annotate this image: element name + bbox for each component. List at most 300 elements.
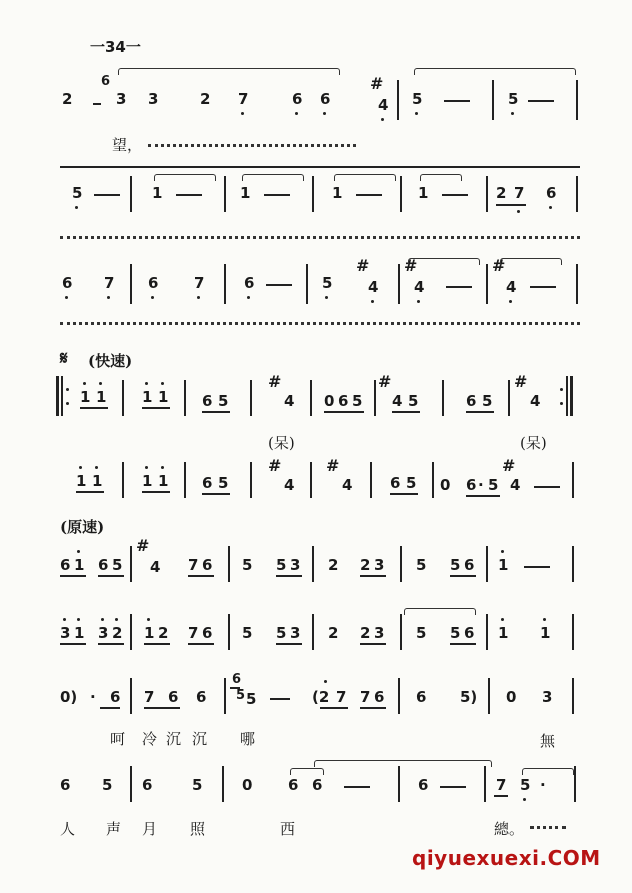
barline bbox=[576, 80, 578, 120]
barline bbox=[574, 766, 576, 802]
tie-arc bbox=[290, 768, 324, 775]
note: 2 bbox=[158, 624, 169, 642]
upper-dot bbox=[145, 382, 148, 385]
note: 1 bbox=[498, 624, 509, 642]
note: 4 bbox=[368, 278, 379, 296]
lyric: 無 bbox=[540, 732, 556, 750]
note: 0) bbox=[60, 688, 78, 706]
barline bbox=[130, 176, 132, 212]
barline bbox=[130, 678, 132, 714]
lower-dot bbox=[415, 112, 418, 115]
note: 6 bbox=[312, 776, 323, 794]
barline bbox=[224, 678, 226, 714]
dot-separator: · bbox=[90, 688, 96, 706]
note: 5 bbox=[236, 688, 246, 703]
sharp-sign: # bbox=[356, 256, 370, 275]
barline bbox=[442, 380, 444, 416]
note: 5 bbox=[488, 476, 499, 494]
lower-dot bbox=[517, 210, 520, 213]
note: 6 bbox=[464, 556, 475, 574]
note: 2 bbox=[496, 184, 507, 202]
tie-arc bbox=[242, 174, 304, 181]
barline bbox=[184, 380, 186, 416]
note: 3 bbox=[374, 556, 385, 574]
hold-dash bbox=[94, 194, 120, 196]
barline bbox=[250, 462, 252, 498]
tie-arc bbox=[334, 174, 396, 181]
melisma-line bbox=[530, 826, 566, 829]
lyric: 月 bbox=[142, 820, 158, 838]
underline bbox=[202, 411, 230, 413]
barline bbox=[310, 380, 312, 416]
sharp-sign: # bbox=[378, 372, 392, 391]
sharp-sign: # bbox=[404, 256, 418, 275]
note: 2 bbox=[200, 90, 211, 108]
note: 1 bbox=[80, 388, 91, 406]
lower-dot bbox=[323, 112, 326, 115]
note: 7 bbox=[104, 274, 115, 292]
note: 6 bbox=[202, 556, 213, 574]
lower-dot bbox=[523, 798, 526, 801]
upper-dot bbox=[145, 466, 148, 469]
barline bbox=[400, 614, 402, 650]
note: 7 bbox=[514, 184, 525, 202]
note: 6 bbox=[202, 392, 213, 410]
lower-dot bbox=[295, 112, 298, 115]
note: 1 bbox=[418, 184, 429, 202]
lyric: 照 bbox=[190, 820, 206, 838]
note: 6 bbox=[196, 688, 207, 706]
upper-dot bbox=[77, 550, 80, 553]
lyric: 哪 bbox=[240, 730, 256, 748]
note: 5 bbox=[412, 90, 423, 108]
barline bbox=[400, 546, 402, 582]
note: 7 bbox=[336, 688, 347, 706]
lyric: 呵 bbox=[110, 730, 126, 748]
hold-dash bbox=[534, 486, 560, 488]
upper-dot bbox=[63, 618, 66, 621]
barline bbox=[130, 614, 132, 650]
hold-dash bbox=[446, 286, 472, 288]
barline bbox=[312, 546, 314, 582]
underline bbox=[450, 575, 476, 577]
note: 5 bbox=[276, 624, 287, 642]
barline bbox=[397, 80, 399, 120]
note: 6 bbox=[232, 672, 242, 687]
underline bbox=[360, 707, 386, 709]
melisma-line bbox=[148, 144, 356, 147]
barline bbox=[374, 380, 376, 416]
note: 7 bbox=[188, 556, 199, 574]
barline bbox=[486, 614, 488, 650]
note: 3 bbox=[290, 556, 301, 574]
upper-dot bbox=[115, 618, 118, 621]
sharp-sign: # bbox=[136, 536, 150, 555]
note: 5 bbox=[416, 624, 427, 642]
barline bbox=[572, 546, 574, 582]
lyric: 沉 bbox=[166, 730, 182, 748]
note: 5 bbox=[450, 556, 461, 574]
note: 0 bbox=[440, 476, 451, 494]
lower-dot bbox=[151, 296, 154, 299]
repeat-barline bbox=[566, 376, 568, 416]
underline bbox=[93, 103, 101, 105]
barline bbox=[224, 264, 226, 304]
barline bbox=[370, 462, 372, 498]
repeat-dot bbox=[560, 402, 563, 405]
note: 5 bbox=[406, 474, 417, 492]
note: 6 bbox=[546, 184, 557, 202]
note: 3 bbox=[374, 624, 385, 642]
note: 1 bbox=[76, 472, 87, 490]
hold-dash bbox=[524, 566, 550, 568]
barline bbox=[228, 546, 230, 582]
note: 5 bbox=[322, 274, 333, 292]
note: 6 bbox=[374, 688, 385, 706]
note: 5 bbox=[508, 90, 519, 108]
note: 4 bbox=[510, 476, 521, 494]
note: 4 bbox=[506, 278, 517, 296]
lower-dot bbox=[325, 296, 328, 299]
upper-dot bbox=[95, 466, 98, 469]
note: 0 bbox=[324, 392, 335, 410]
barline bbox=[222, 766, 224, 802]
repeat-dot bbox=[560, 388, 563, 391]
underline bbox=[76, 491, 104, 493]
tie-arc bbox=[420, 174, 462, 181]
barline bbox=[60, 166, 580, 168]
note: 1 bbox=[92, 472, 103, 490]
note: 5 bbox=[192, 776, 203, 794]
note: 5 bbox=[450, 624, 461, 642]
hold-dash bbox=[444, 100, 470, 102]
melisma-line bbox=[60, 236, 580, 239]
note: 6 bbox=[202, 624, 213, 642]
upper-dot bbox=[324, 680, 327, 683]
underline bbox=[466, 495, 500, 497]
barline bbox=[122, 380, 124, 416]
note: 1 bbox=[158, 388, 169, 406]
note: 4 bbox=[392, 392, 403, 410]
hold-dash bbox=[530, 286, 556, 288]
barline bbox=[312, 614, 314, 650]
lower-dot bbox=[417, 300, 420, 303]
barline bbox=[488, 678, 490, 714]
note: 6 bbox=[292, 90, 303, 108]
note: 1 bbox=[74, 556, 85, 574]
note: 6 bbox=[338, 392, 349, 410]
barline bbox=[486, 264, 488, 304]
barline bbox=[122, 462, 124, 498]
tie-arc bbox=[414, 68, 576, 75]
lower-dot bbox=[381, 118, 384, 121]
lower-dot bbox=[241, 112, 244, 115]
note: 4 bbox=[284, 476, 295, 494]
note: 6 bbox=[60, 556, 71, 574]
note: 5 bbox=[482, 392, 493, 410]
barline bbox=[310, 462, 312, 498]
barline bbox=[572, 614, 574, 650]
repeat-dot bbox=[66, 388, 69, 391]
sharp-sign: # bbox=[502, 456, 516, 475]
lyric-annotation: (呆) bbox=[520, 434, 547, 452]
note: 6 bbox=[110, 688, 121, 706]
lyric: 沉 bbox=[192, 730, 208, 748]
underline bbox=[360, 643, 386, 645]
barline bbox=[432, 462, 434, 498]
barline bbox=[486, 176, 488, 212]
note: 3 bbox=[290, 624, 301, 642]
lyric: 總。 bbox=[494, 820, 525, 838]
underline bbox=[494, 795, 508, 797]
note: 5 bbox=[218, 392, 229, 410]
note: 5 bbox=[72, 184, 83, 202]
note: 6 bbox=[466, 476, 477, 494]
note: 6 bbox=[464, 624, 475, 642]
note: 7 bbox=[144, 688, 155, 706]
note: 7 bbox=[188, 624, 199, 642]
tie-arc bbox=[522, 768, 574, 775]
underline bbox=[98, 643, 124, 645]
lower-dot bbox=[509, 300, 512, 303]
note: 7 bbox=[194, 274, 205, 292]
lyric-annotation: (呆) bbox=[268, 434, 295, 452]
note: 5 bbox=[218, 474, 229, 492]
note: 1 bbox=[74, 624, 85, 642]
underline bbox=[60, 643, 86, 645]
tie-arc bbox=[154, 174, 216, 181]
melisma-line bbox=[60, 322, 580, 325]
barline bbox=[250, 380, 252, 416]
barline bbox=[572, 678, 574, 714]
note: 6 bbox=[244, 274, 255, 292]
lyric: 人 bbox=[60, 820, 76, 838]
hold-dash bbox=[356, 194, 382, 196]
note: 3 bbox=[542, 688, 553, 706]
note: 6 bbox=[288, 776, 299, 794]
underline bbox=[466, 411, 494, 413]
note: 6 bbox=[416, 688, 427, 706]
barline bbox=[130, 766, 132, 802]
underline bbox=[202, 493, 230, 495]
note: 6 bbox=[320, 90, 331, 108]
note: 4 bbox=[284, 392, 295, 410]
note: 6 bbox=[62, 274, 73, 292]
upper-dot bbox=[101, 618, 104, 621]
upper-dot bbox=[161, 466, 164, 469]
hold-dash bbox=[440, 786, 466, 788]
underline bbox=[142, 491, 170, 493]
note: 1 bbox=[142, 388, 153, 406]
note: 4 bbox=[342, 476, 353, 494]
note: 7 bbox=[496, 776, 507, 794]
note: 1 bbox=[96, 388, 107, 406]
note: 6 bbox=[390, 474, 401, 492]
note: 5 bbox=[408, 392, 419, 410]
underline bbox=[60, 575, 86, 577]
note: 1 bbox=[240, 184, 251, 202]
note: 6 bbox=[148, 274, 159, 292]
lower-dot bbox=[371, 300, 374, 303]
hold-dash bbox=[270, 698, 290, 700]
lyric: 望， bbox=[112, 136, 143, 154]
tempo-marking-original: (原速) bbox=[60, 518, 105, 536]
sharp-sign: # bbox=[326, 456, 340, 475]
note: 4 bbox=[414, 278, 425, 296]
note: 5 bbox=[242, 556, 253, 574]
lower-dot bbox=[511, 112, 514, 115]
upper-dot bbox=[161, 382, 164, 385]
lyric: 西 bbox=[280, 820, 296, 838]
hold-dash bbox=[264, 194, 290, 196]
aug-dot: · bbox=[540, 776, 546, 794]
note: 1 bbox=[142, 472, 153, 490]
note: 5) bbox=[460, 688, 478, 706]
note: 6 bbox=[60, 776, 71, 794]
hold-dash bbox=[176, 194, 202, 196]
note: 2 bbox=[360, 624, 371, 642]
upper-dot bbox=[543, 618, 546, 621]
tie-arc bbox=[314, 760, 492, 767]
barline bbox=[572, 462, 574, 498]
note: 2 bbox=[328, 556, 339, 574]
barline bbox=[130, 264, 132, 304]
note: 0 bbox=[242, 776, 253, 794]
note: 5 bbox=[102, 776, 113, 794]
note: 4 bbox=[530, 392, 541, 410]
upper-dot bbox=[77, 618, 80, 621]
barline bbox=[576, 264, 578, 304]
sharp-sign: # bbox=[370, 74, 384, 93]
barline bbox=[306, 264, 308, 304]
barline bbox=[400, 176, 402, 212]
note: 1 bbox=[152, 184, 163, 202]
note: 2 bbox=[360, 556, 371, 574]
underline bbox=[276, 643, 302, 645]
sharp-sign: # bbox=[268, 456, 282, 475]
repeat-barline bbox=[56, 376, 59, 416]
underline bbox=[144, 643, 170, 645]
underline bbox=[100, 707, 120, 709]
note: 6 bbox=[98, 556, 109, 574]
lower-dot bbox=[65, 296, 68, 299]
note: 5 bbox=[416, 556, 427, 574]
upper-dot bbox=[501, 550, 504, 553]
note: 1 bbox=[158, 472, 169, 490]
note: 4 bbox=[378, 96, 389, 114]
barline bbox=[576, 176, 578, 212]
barline bbox=[184, 462, 186, 498]
sharp-sign: # bbox=[268, 372, 282, 391]
lower-dot bbox=[247, 296, 250, 299]
underline bbox=[276, 575, 302, 577]
note: 2 bbox=[62, 90, 73, 108]
note: 1 bbox=[332, 184, 343, 202]
underline bbox=[496, 204, 526, 206]
tie-arc bbox=[404, 608, 476, 615]
note: 6 bbox=[142, 776, 153, 794]
note: 1 bbox=[144, 624, 155, 642]
lyric: 冷 bbox=[142, 730, 158, 748]
hold-dash bbox=[344, 786, 370, 788]
tie-arc bbox=[500, 258, 562, 265]
upper-dot bbox=[99, 382, 102, 385]
upper-dot bbox=[147, 618, 150, 621]
note: 4 bbox=[150, 558, 161, 576]
repeat-barline bbox=[570, 376, 573, 416]
lyric: 声 bbox=[106, 820, 122, 838]
tempo-marking-fast: (快速) bbox=[88, 352, 133, 370]
note: 3 bbox=[116, 90, 127, 108]
note: 2 bbox=[112, 624, 123, 642]
barline bbox=[484, 766, 486, 802]
page-header: 一34一 bbox=[90, 38, 141, 56]
note: 7 bbox=[360, 688, 371, 706]
note: 5 bbox=[276, 556, 287, 574]
lower-dot bbox=[107, 296, 110, 299]
note: 6 bbox=[202, 474, 213, 492]
repeat-dot bbox=[66, 402, 69, 405]
underline bbox=[142, 407, 170, 409]
note: 7 bbox=[238, 90, 249, 108]
underline bbox=[390, 493, 418, 495]
note: 6 bbox=[168, 688, 179, 706]
note: 5 bbox=[246, 690, 257, 708]
underline bbox=[98, 575, 124, 577]
barline bbox=[492, 80, 494, 120]
barline bbox=[312, 176, 314, 212]
upper-dot bbox=[83, 382, 86, 385]
note: 3 bbox=[60, 624, 71, 642]
barline bbox=[486, 546, 488, 582]
aug-dot: · bbox=[478, 476, 484, 494]
sharp-sign: # bbox=[492, 256, 506, 275]
hold-dash bbox=[442, 194, 468, 196]
barline bbox=[398, 766, 400, 802]
barline bbox=[228, 614, 230, 650]
hold-dash bbox=[266, 284, 292, 286]
note: 3 bbox=[98, 624, 109, 642]
underline bbox=[450, 643, 476, 645]
note: 5 bbox=[352, 392, 363, 410]
barline bbox=[398, 264, 400, 304]
note: 6 bbox=[418, 776, 429, 794]
repeat-barline bbox=[61, 376, 63, 416]
note: (2 bbox=[312, 688, 330, 706]
underline bbox=[188, 643, 214, 645]
note: 5 bbox=[520, 776, 531, 794]
barline bbox=[224, 176, 226, 212]
note: 5 bbox=[112, 556, 123, 574]
note: 3 bbox=[148, 90, 159, 108]
underline bbox=[320, 707, 348, 709]
upper-dot bbox=[79, 466, 82, 469]
underline bbox=[324, 411, 364, 413]
note: 2 bbox=[328, 624, 339, 642]
underline bbox=[188, 575, 214, 577]
barline bbox=[508, 380, 510, 416]
underline bbox=[392, 411, 420, 413]
segno-sign: 𝄋 bbox=[60, 348, 68, 369]
underline bbox=[80, 407, 108, 409]
hold-dash bbox=[528, 100, 554, 102]
barline bbox=[398, 678, 400, 714]
tie-arc bbox=[408, 258, 480, 265]
sharp-sign: # bbox=[514, 372, 528, 391]
upper-dot bbox=[501, 618, 504, 621]
lower-dot bbox=[549, 206, 552, 209]
lower-dot bbox=[197, 296, 200, 299]
